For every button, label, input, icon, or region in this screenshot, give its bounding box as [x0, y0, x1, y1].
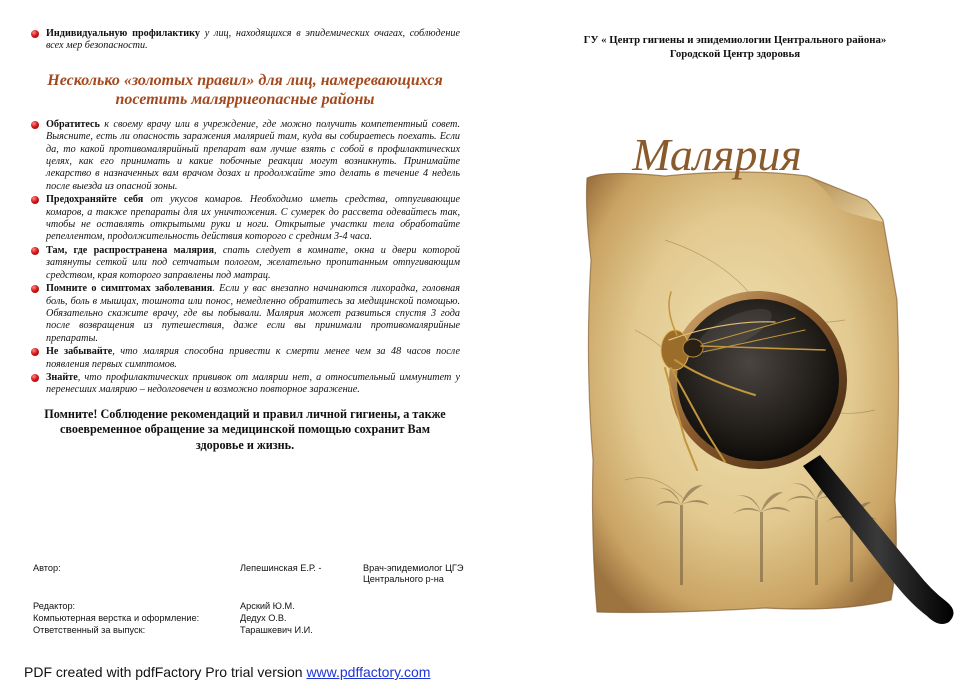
left-page: [30, 28, 460, 453]
credit-name: Лепешинская Е.Р. -: [240, 563, 322, 573]
rule-item: [30, 245, 460, 282]
credit-label: Ответственный за выпуск:: [33, 625, 146, 635]
credit-name: Дедух О.В.: [240, 613, 287, 623]
rule-lead: Предохраняйте себя: [46, 194, 144, 206]
cover-page: [545, 0, 980, 692]
rules-list: [30, 119, 460, 397]
credit-label: Редактор:: [33, 601, 76, 611]
rule-item: [30, 194, 460, 244]
rule-text: , спать следует в комнате, окна и двери которой затянуты сеткой или под сетчатым пологом, желательно пропитанным отпугивающим средством, края которого заправлены под матрац.: [46, 244, 461, 281]
bullet-icon: [31, 348, 39, 356]
cover-illustration: [545, 0, 980, 692]
rule-lead: Знайте: [46, 371, 78, 383]
bullet-icon: [31, 196, 39, 204]
bullet-icon: [31, 121, 39, 129]
credit-label: Автор:: [33, 563, 61, 573]
rule-text: . Если у вас внезапно начинаются лихорадка, головная боль, боль в мышцах, тошнота или понос, немедленно обратитесь за медицинской помощью. Обязательно скажите врачу, где вы побывали. Малярия может развиться спустя 3 года после возвращения из путешествия, даже если вы принимали противомалярийные препараты.: [46, 283, 460, 344]
bullet-icon: [31, 247, 39, 255]
remember-note: Помните! Соблюдение рекомендаций и правил личной гигиены, а также своевременное обращение за медицинской помощью сохранит Вам здоровье и жизнь.: [44, 406, 446, 452]
org-name: ГУ « Центр гигиены и эпидемиологии Центрального района»: [583, 34, 887, 46]
intro-paragraph: [30, 28, 460, 53]
org-subname: Городской Центр здоровья: [669, 48, 801, 60]
rule-item: [30, 283, 460, 345]
rule-lead: Там, где распространена малярия: [46, 244, 214, 256]
cover-title: Малярия: [632, 129, 802, 180]
section-title: Несколько «золотых правил» для лиц, намеревающихся посетить малярриеопасные районы: [47, 71, 443, 108]
rule-item: [30, 372, 460, 397]
rule-item: [30, 119, 460, 193]
pdf-footer: [24, 664, 430, 680]
rule-text: к своему врачу или в учреждение, где можно получить компетентный совет. Выясните, есть ли опасность заражения малярией там, куда вы собираетесь поехать. Если да, то какой противомалярийный препарат вам лучше взять с собой в профилактических целях, как его принимать и какие побочные реакции могут возникнуть. Принимайте лекарство в назначенных вам врачом дозах и продолжайте это делать в течение 4 недель после выезда из опасной зоны.: [46, 118, 460, 192]
bullet-icon: [31, 285, 39, 293]
intro-lead: Индивидуальную профилактику: [46, 28, 200, 39]
credit-name: Арский Ю.М.: [240, 601, 295, 611]
rule-text: , что профилактических прививок от малярии нет, а относительный иммунитет у перенесших малярию – недолговечен и возможно повторное заражение.: [46, 371, 460, 396]
footer-link[interactable]: www.pdffactory.com: [306, 664, 431, 680]
rule-item: [30, 346, 460, 371]
credit-name: Тарашкевич И.И.: [240, 625, 313, 635]
rule-text: от укусов комаров. Необходимо иметь средства, отпугивающие комаров, а также препараты для их уничтожения. С сумерек до рассвета одевайтесь так, чтобы не оставлять открытыми руки и ноги. Открытые участки тела обработайте репеллентом, продолжительность действия которого с средним 3-4 часа.: [46, 194, 460, 243]
intro-text: у лиц, находящихся в эпидемических очагах, соблюдение всех мер безопасности.: [46, 28, 460, 52]
credit-role: Врач-эпидемиолог ЦГЭ Центрального р-на: [363, 563, 464, 584]
rule-lead: Помните о симптомах заболевания: [46, 283, 213, 295]
bullet-icon: [31, 374, 39, 382]
rule-lead: Обратитесь: [46, 118, 100, 130]
rule-text: , что малярия способна привести к смерти менее чем за 48 часов после появления первых симптомов.: [46, 346, 460, 370]
rule-lead: Не забывайте: [46, 346, 113, 358]
credit-label: Компьютерная верстка и оформление:: [33, 613, 200, 623]
footer-text: PDF created with pdfFactory Pro trial version: [24, 664, 307, 680]
bullet-icon: [31, 30, 39, 38]
